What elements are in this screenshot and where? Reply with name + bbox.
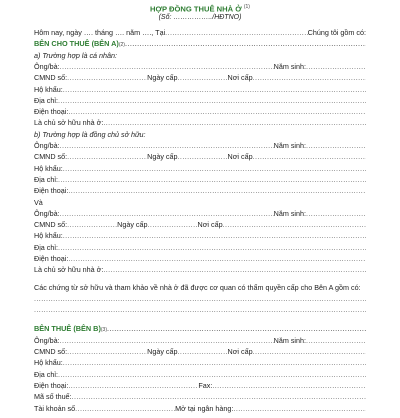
b-name-row: Ông/bà: ..... Năm sinh: ..... (34, 333, 366, 344)
a3-owner-row: Là chủ sở hữu nhà ở: ..... (34, 262, 366, 273)
a3-phone-row: Điện thoại: ..... (34, 251, 366, 262)
a1-household-row: Hộ khẩu: ..... (34, 81, 366, 92)
documents-line-2 (34, 302, 366, 313)
a2-household-row: Hộ khẩu: ..... (34, 161, 366, 172)
intro-line: Hôm nay, ngày …. tháng …. năm …., Tại ..... Chúng tôi gồm có: (34, 25, 366, 36)
b-phone-row: Điện thoại: ..... Fax: ..... (34, 378, 366, 389)
document-title: HỢP ĐỒNG THUÊ NHÀ Ở $^{(1)}$ (150, 4, 250, 14)
a2-address-row: Địa chỉ: ..... (34, 172, 366, 183)
a3-name-row: Ông/bà: ..... Năm sinh: ..... (34, 206, 366, 217)
documents-paragraph: Các chứng từ sở hữu và tham khảo về nhà ở đã được cơ quan có thẩm quyền cấp cho Bên A gồm có: (34, 282, 361, 292)
a3-id-row: CMND số: ..... Ngày cấp ..... Nơi cấp ..... (34, 217, 366, 228)
b-tax-row: Mã số thuế: ..... (34, 389, 366, 400)
party-b-heading: BÊN THUÊ (BÊN B) (3) ..... (34, 321, 366, 332)
a1-name-row: Ông/bà: ..... Năm sinh: ..... (34, 59, 366, 70)
b-account-row: Tài khoản số ..... Mở tại ngân hàng: ..... (34, 401, 366, 412)
a2-name-row: Ông/bà: ..... Năm sinh: ..... (34, 138, 366, 149)
party-a-case-coowner: b) Trường hợp là đồng chủ sở hữu: (34, 129, 146, 139)
b-address-row: Địa chỉ: ..... (34, 367, 366, 378)
a2-id-row: CMND số: ..... Ngày cấp ..... Nơi cấp ..... (34, 149, 366, 160)
party-a-heading: BÊN CHO THUÊ (BÊN A) (2) ..... (34, 36, 366, 47)
a1-address-row: Địa chỉ: ..... (34, 93, 366, 104)
b-id-row: CMND số: ..... Ngày cấp ..... Nơi cấp ..... (34, 344, 366, 355)
contract-number: (Số: ……………../HĐTNO) (158, 14, 242, 21)
and-label: Và (34, 197, 43, 207)
a1-id-row: CMND số: ..... Ngày cấp ..... Nơi cấp ..... (34, 70, 366, 81)
b-household-row: Hộ khẩu: ..... (34, 355, 366, 366)
a2-phone-row: Điện thoại: ..... (34, 183, 366, 194)
party-a-case-individual: a) Trường hợp là cá nhân: (34, 50, 118, 60)
a1-owner-row: Là chủ sở hữu nhà ở: ..... (34, 115, 366, 126)
a3-household-row: Hộ khẩu: ..... (34, 228, 366, 239)
title-footnote: (1) (243, 4, 250, 10)
a1-phone-row: Điện thoại: ..... (34, 104, 366, 115)
a3-address-row: Địa chỉ: ..... (34, 240, 366, 251)
documents-line-1 (34, 291, 366, 302)
